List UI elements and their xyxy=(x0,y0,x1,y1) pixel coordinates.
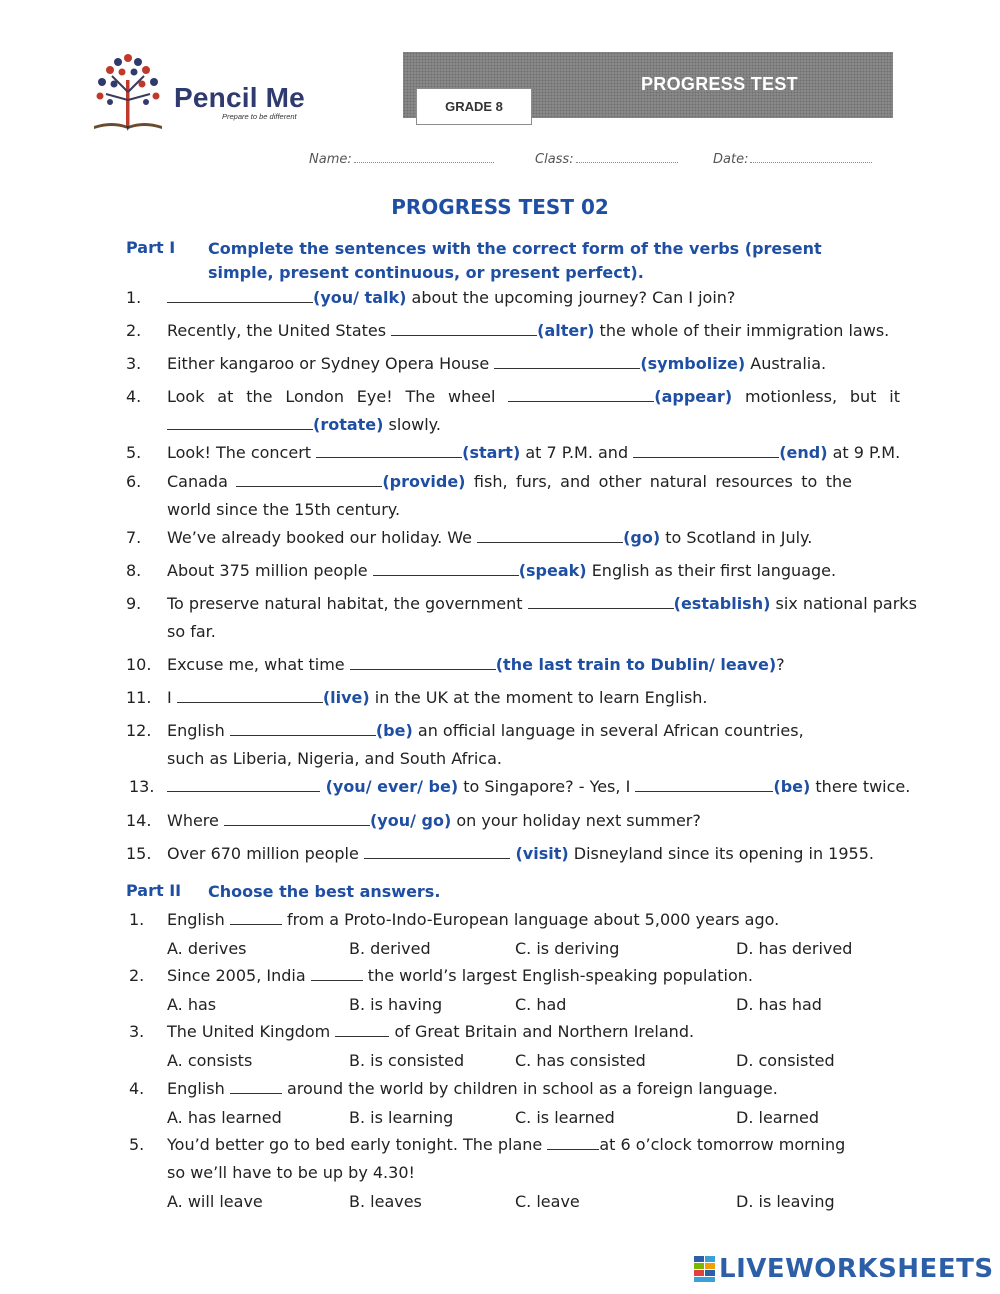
mc1-option-c[interactable]: C. is deriving xyxy=(515,939,620,958)
answer-blank-3[interactable] xyxy=(494,356,640,369)
answer-blank-14[interactable] xyxy=(224,813,370,826)
class-field[interactable] xyxy=(535,152,678,167)
mc-blank-4[interactable] xyxy=(230,1081,282,1094)
grade-badge: GRADE 8 xyxy=(416,88,532,125)
banner-title: PROGRESS TEST xyxy=(641,74,798,94)
pencil-me-logo-icon xyxy=(92,50,164,132)
mc5-option-c[interactable]: C. leave xyxy=(515,1192,580,1211)
mc3-option-d[interactable]: D. consisted xyxy=(736,1051,835,1070)
mc-blank-5[interactable] xyxy=(547,1137,599,1150)
answer-blank-15[interactable] xyxy=(364,846,510,859)
answer-blank-8[interactable] xyxy=(373,563,519,576)
part1-instruction: Complete the sentences with the correct form of the verbs (present simple, present continuous, or present perfect). xyxy=(208,239,822,282)
date-field[interactable] xyxy=(713,152,872,167)
answer-blank-4a[interactable] xyxy=(508,389,654,402)
answer-blank-7[interactable] xyxy=(477,530,623,543)
mc-blank-2[interactable] xyxy=(311,968,363,981)
mc5-option-d[interactable]: D. is leaving xyxy=(736,1192,835,1211)
brand-name: Pencil Me xyxy=(174,82,305,113)
mc1-option-b[interactable]: B. derived xyxy=(349,939,431,958)
part1-label: Part I xyxy=(126,238,176,257)
answer-blank-12[interactable] xyxy=(230,723,376,736)
answer-blank-5b[interactable] xyxy=(633,445,779,458)
answer-blank-13a[interactable] xyxy=(167,779,320,792)
answer-blank-6[interactable] xyxy=(236,474,382,487)
mc3-option-c[interactable]: C. has consisted xyxy=(515,1051,646,1070)
mc4-option-c[interactable]: C. is learned xyxy=(515,1108,615,1127)
name-label: Name: xyxy=(309,152,352,167)
mc1-option-a[interactable]: A. derives xyxy=(167,939,247,958)
answer-blank-9[interactable] xyxy=(528,596,674,609)
liveworksheets-logo[interactable] xyxy=(694,1254,994,1284)
mc5-option-b[interactable]: B. leaves xyxy=(349,1192,422,1211)
answer-blank-5a[interactable] xyxy=(316,445,462,458)
answer-blank-1[interactable] xyxy=(167,290,313,303)
mc2-option-a[interactable]: A. has xyxy=(167,995,217,1014)
mc2-option-b[interactable]: B. is having xyxy=(349,995,443,1014)
mc2-option-c[interactable]: C. had xyxy=(515,995,567,1014)
part2-label: Part II xyxy=(126,881,182,900)
brand-tagline: Prepare to be different xyxy=(222,112,297,121)
date-label: Date: xyxy=(713,152,749,167)
mc1-option-d[interactable]: D. has derived xyxy=(736,939,853,958)
mc-blank-1[interactable] xyxy=(230,912,282,925)
answer-blank-10[interactable] xyxy=(350,657,496,670)
mc4-option-a[interactable]: A. has learned xyxy=(167,1108,282,1127)
mc3-option-b[interactable]: B. is consisted xyxy=(349,1051,465,1070)
mc3-option-a[interactable]: A. consists xyxy=(167,1051,253,1070)
answer-blank-11[interactable] xyxy=(177,690,323,703)
class-label: Class: xyxy=(535,152,574,167)
mc-blank-3[interactable] xyxy=(335,1024,389,1037)
answer-blank-2[interactable] xyxy=(391,323,537,336)
part2-instruction: Choose the best answers. xyxy=(208,882,441,901)
mc2-option-d[interactable]: D. has had xyxy=(736,995,822,1014)
answer-blank-13b[interactable] xyxy=(635,779,773,792)
liveworksheets-brand: LIVEWORKSHEETS xyxy=(719,1254,994,1284)
liveworksheets-badge-icon xyxy=(694,1256,716,1282)
mc4-option-d[interactable]: D. learned xyxy=(736,1108,820,1127)
page-title: PROGRESS TEST 02 xyxy=(391,195,609,219)
answer-blank-4b[interactable] xyxy=(167,417,313,430)
name-field[interactable] xyxy=(309,152,494,167)
mc5-option-a[interactable]: A. will leave xyxy=(167,1192,263,1211)
mc4-option-b[interactable]: B. is learning xyxy=(349,1108,454,1127)
